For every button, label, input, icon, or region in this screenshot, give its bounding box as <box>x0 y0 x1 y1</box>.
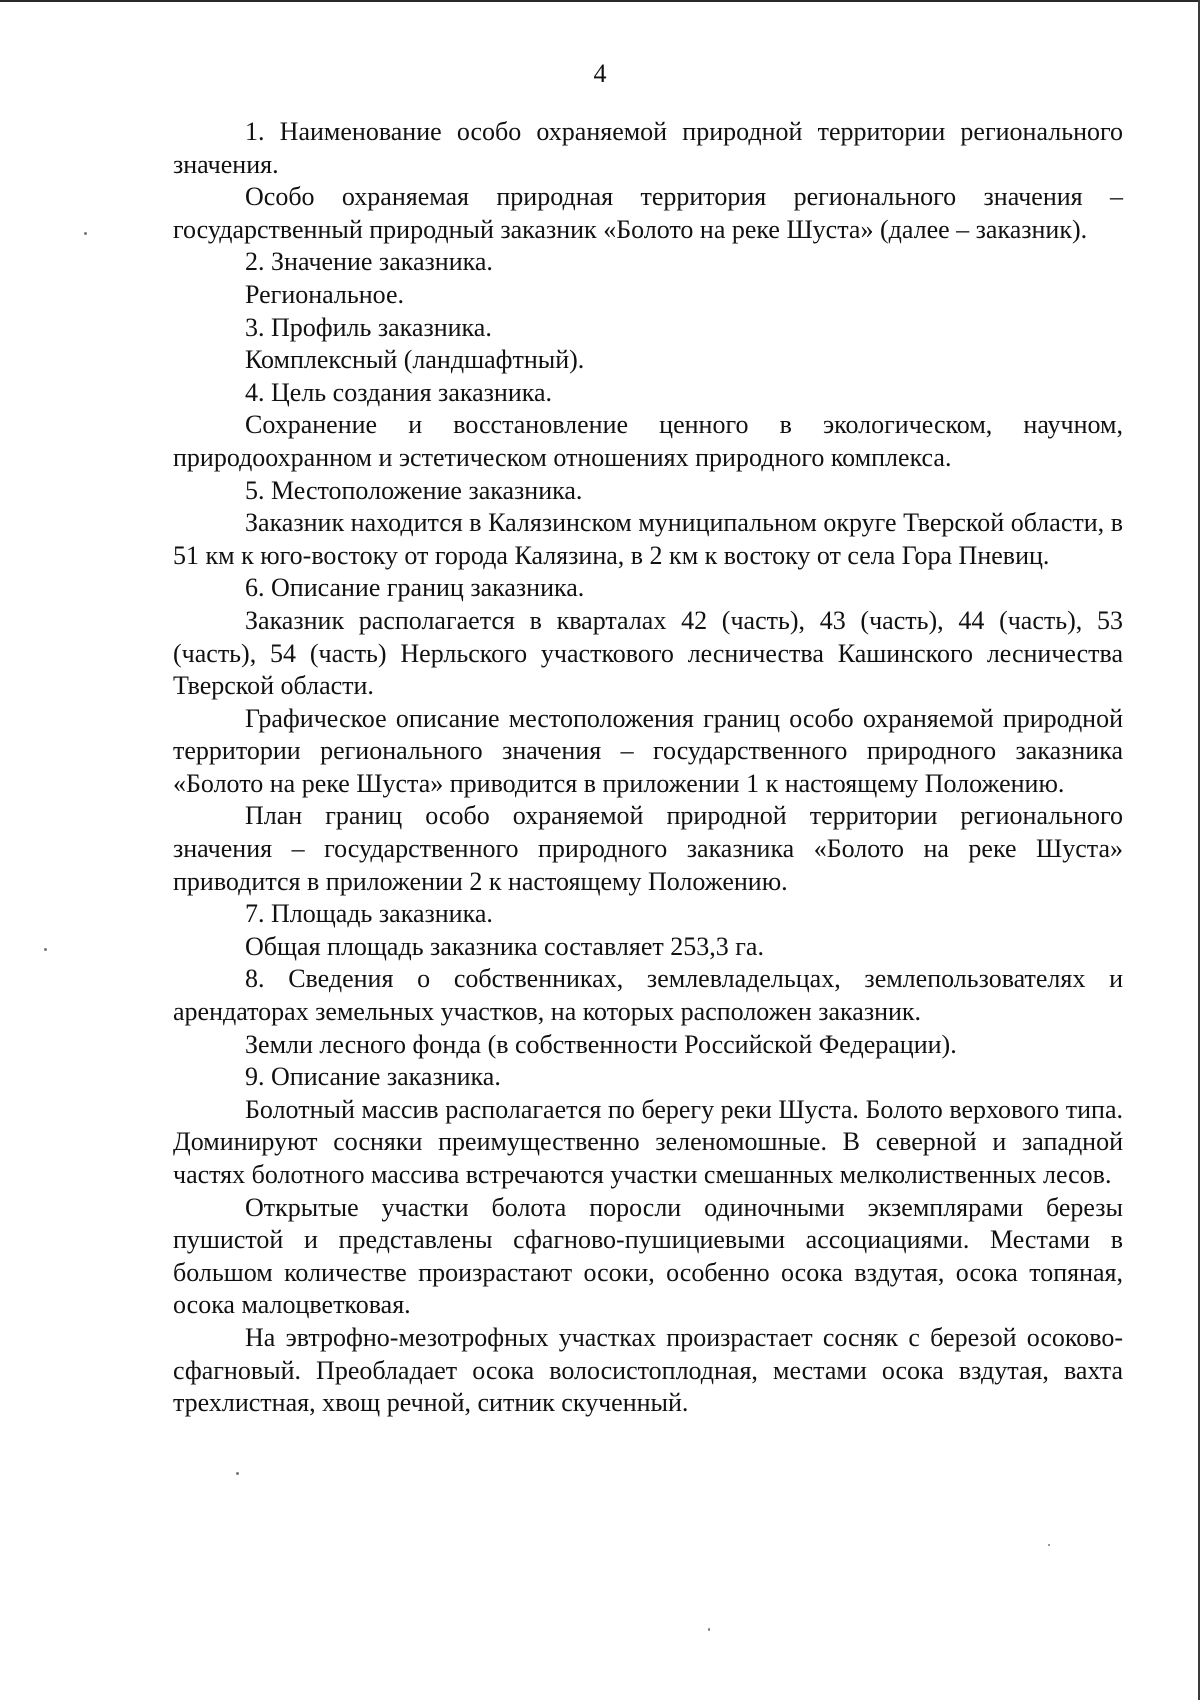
paragraph-section-1-text: Особо охраняемая природная территория регионального значения – государственный природный заказник «Болото на реке Шуста» (далее – заказник). <box>173 182 1123 244</box>
paragraph-section-3-text: Комплексный (ландшафтный). <box>245 345 585 375</box>
scan-speck <box>236 1472 239 1475</box>
scan-speck <box>44 948 47 951</box>
paragraph-section-9-text-3: На эвтрофно-мезотрофных участках произрастает сосняк с березой осоково-сфагновый. Преобладает осока волосистоплодная, местами осока вздутая, вахта трехлистная, хвощ речной, ситник скученный. <box>173 1322 1123 1418</box>
paragraph-section-5-text: Заказник находится в Калязинском муниципальном округе Тверской области, в 51 км к юго-востоку от города Калязина, в 2 км к востоку от села Гора Пневиц. <box>173 508 1123 570</box>
paragraph-section-5-heading: 5. Местоположение заказника. <box>245 475 583 505</box>
paragraph-section-9-text-1: Болотный массив располагается по берегу реки Шуста. Болото верхового типа. Доминируют сосняки преимущественно зеленомошные. В северной и западной частях болотного массива встречаются участки смешанных мелколиственных лесов. <box>173 1094 1123 1189</box>
paragraph-section-7-text: Общая площадь заказника составляет 253,3 га. <box>245 931 764 961</box>
page-number: 4 <box>593 59 607 88</box>
scan-speck <box>708 1628 710 1631</box>
paragraph-section-4-heading: 4. Цель создания заказника. <box>245 377 553 407</box>
paragraph-section-1-heading: 1. Наименование особо охраняемой природной территории регионального значения. <box>173 117 1123 179</box>
paragraph-section-9-text-2: Открытые участки болота поросли одиночными экземплярами березы пушистой и представлены сфагново-пушициевыми ассоциациями. Местами в большом количестве произрастают осоки, особенно осока вздутая, осока топяная, осока малоцветковая. <box>173 1192 1123 1320</box>
document-body <box>173 116 1123 1420</box>
scan-speck <box>84 232 87 235</box>
paragraph-section-9-heading: 9. Описание заказника. <box>245 1062 501 1092</box>
paragraph-section-7-heading: 7. Площадь заказника. <box>245 899 493 929</box>
paragraph-section-6-text: Заказник располагается в кварталах 42 (часть), 43 (часть), 44 (часть), 53 (часть), 54 (часть) Нерльского участкового лесничества Кашинского лесничества Тверской области. <box>173 605 1123 701</box>
paragraph-section-6-graphic-description: Графическое описание местоположения границ особо охраняемой природной территории регионального значения – государственного природного заказника «Болото на реке Шуста» приводится в приложении 1 к настоящему Положению. <box>173 703 1123 798</box>
paragraph-section-2-heading: 2. Значение заказника. <box>245 247 493 277</box>
paragraph-section-8-text: Земли лесного фонда (в собственности Российской Федерации). <box>245 1029 957 1059</box>
paragraph-section-8-heading: 8. Сведения о собственниках, землевладельцах, землепользователях и арендаторах земельных участков, на которых расположен заказник. <box>173 964 1123 1027</box>
paragraph-section-2-text: Региональное. <box>245 279 405 309</box>
paragraph-section-3-heading: 3. Профиль заказника. <box>245 312 492 342</box>
paragraph-section-6-boundary-plan: План границ особо охраняемой природной территории регионального значения – государственного природного заказника «Болото на реке Шуста» приводится в приложении 2 к настоящему Положению. <box>173 801 1123 896</box>
paragraph-section-6-heading: 6. Описание границ заказника. <box>245 573 585 603</box>
scan-edge-top <box>0 0 1200 2</box>
scan-speck <box>1048 1544 1050 1546</box>
paragraph-section-4-text: Сохранение и восстановление ценного в экологическом, научном, природоохранном и эстетическом отношениях природного комплекса. <box>173 410 1123 472</box>
